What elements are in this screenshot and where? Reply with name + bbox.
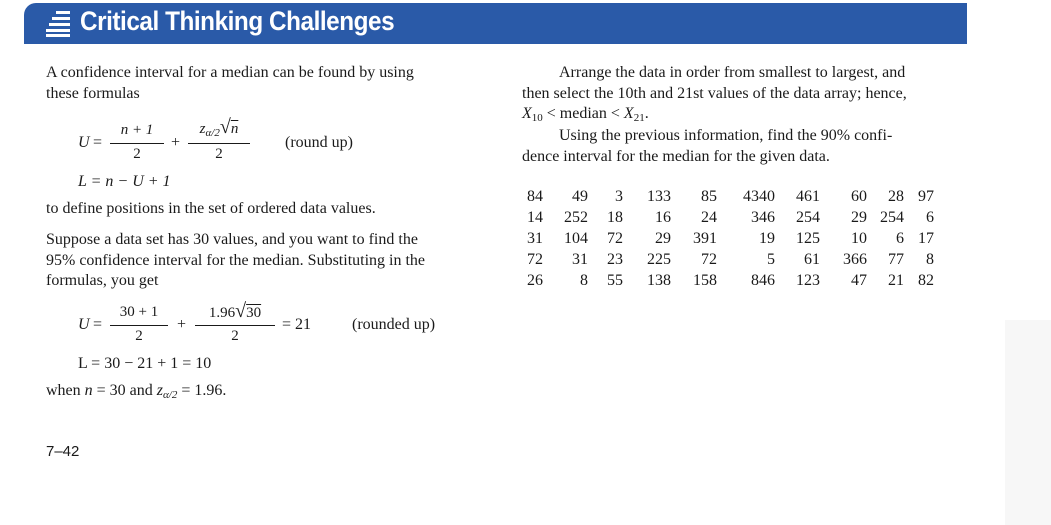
table-cell: 23 xyxy=(607,251,623,268)
table-cell: 82 xyxy=(918,272,934,289)
formula-l-general: L = n − U + 1 xyxy=(78,173,171,190)
table-cell: 16 xyxy=(655,209,671,226)
table-cell: 85 xyxy=(701,188,717,205)
table-cell: 72 xyxy=(527,251,543,268)
suppose-line-2: 95% confidence interval for the median. Substituting in the xyxy=(46,252,426,269)
page-edge-shadow xyxy=(1005,320,1051,525)
table-cell: 5 xyxy=(767,251,775,268)
table-cell: 125 xyxy=(796,230,820,247)
f1-numerator: n + 1 xyxy=(120,122,154,138)
table-cell: 26 xyxy=(527,272,543,289)
table-cell: 49 xyxy=(572,188,588,205)
table-cell: 366 xyxy=(843,251,867,268)
using-line-2: dence interval for the median for the given data. xyxy=(522,148,830,165)
table-cell: 3 xyxy=(615,188,623,205)
arrange-line-3: $X_{10}$ < median < $X_{21}$. xyxy=(522,105,649,124)
table-row xyxy=(520,207,934,228)
list-bars-icon xyxy=(46,11,70,37)
table-cell: 461 xyxy=(796,188,820,205)
arrange-line-2: then select the 10th and 21st values of the data array; hence, xyxy=(522,85,907,102)
table-row xyxy=(520,249,934,270)
arrange-line-1: Arrange the data in order from smallest to largest, and xyxy=(559,64,906,81)
table-row xyxy=(520,270,934,291)
table-cell: 61 xyxy=(804,251,820,268)
table-cell: 8 xyxy=(580,272,588,289)
table-cell: 97 xyxy=(918,188,934,205)
using-line-1: Using the previous information, find the 90% confi- xyxy=(559,127,893,144)
table-cell: 346 xyxy=(751,209,775,226)
formula-l-example: L = 30 − 21 + 1 = 10 xyxy=(78,355,212,372)
table-cell: 21 xyxy=(888,272,904,289)
table-cell: 8 xyxy=(926,251,934,268)
f3-numerator: 30 + 1 xyxy=(119,304,159,320)
table-cell: 28 xyxy=(888,188,904,205)
table-cell: 846 xyxy=(751,272,775,289)
intro-line-2: these formulas xyxy=(46,85,140,102)
table-cell: 31 xyxy=(527,230,543,247)
table-cell: 47 xyxy=(851,272,867,289)
table-cell: 252 xyxy=(564,209,588,226)
table-cell: 14 xyxy=(527,209,543,226)
table-cell: 254 xyxy=(880,209,904,226)
table-cell: 24 xyxy=(701,209,717,226)
table-cell: 254 xyxy=(796,209,820,226)
table-cell: 391 xyxy=(693,230,717,247)
formula-explanation: to define positions in the set of ordered data values. xyxy=(46,200,376,217)
table-cell: 158 xyxy=(693,272,717,289)
table-cell: 104 xyxy=(564,230,588,247)
table-row xyxy=(520,186,934,207)
table-cell: 133 xyxy=(647,188,671,205)
table-cell: 17 xyxy=(918,230,934,247)
table-cell: 72 xyxy=(607,230,623,247)
data-table xyxy=(520,186,934,291)
when-line: when n = 30 and $z_{\alpha/2} = 1.96$. xyxy=(46,382,227,401)
table-cell: 72 xyxy=(701,251,717,268)
table-cell: 18 xyxy=(607,209,623,226)
table-cell: 6 xyxy=(926,209,934,226)
table-cell: 4340 xyxy=(743,188,775,205)
table-cell: 6 xyxy=(896,230,904,247)
suppose-line-3: formulas, you get xyxy=(46,272,159,289)
table-cell: 225 xyxy=(647,251,671,268)
rounded-up-note: (rounded up) xyxy=(352,316,436,333)
table-row xyxy=(520,228,934,249)
table-cell: 84 xyxy=(527,188,543,205)
suppose-line-1: Suppose a data set has 30 values, and you want to find the xyxy=(46,231,418,248)
table-cell: 55 xyxy=(607,272,623,289)
table-cell: 60 xyxy=(851,188,867,205)
round-up-note: (round up) xyxy=(285,134,353,151)
table-cell: 29 xyxy=(851,209,867,226)
table-cell: 29 xyxy=(655,230,671,247)
f1-denominator: 2 xyxy=(133,146,141,162)
f1-z-root: $z_{\alpha/2}√n$ xyxy=(199,116,239,139)
table-cell: 10 xyxy=(851,230,867,247)
f3-root-term: 1.96√30 xyxy=(208,300,262,322)
section-title: Critical Thinking Challenges xyxy=(80,6,395,36)
section-header-banner xyxy=(24,3,967,44)
intro-line-1: A confidence interval for a median can be found by using xyxy=(46,64,414,81)
table-cell: 123 xyxy=(796,272,820,289)
page-number: 7–42 xyxy=(46,443,80,460)
table-cell: 19 xyxy=(759,230,775,247)
table-cell: 77 xyxy=(888,251,904,268)
table-cell: 31 xyxy=(572,251,588,268)
table-cell: 138 xyxy=(647,272,671,289)
f3-result: = 21 xyxy=(282,316,312,333)
